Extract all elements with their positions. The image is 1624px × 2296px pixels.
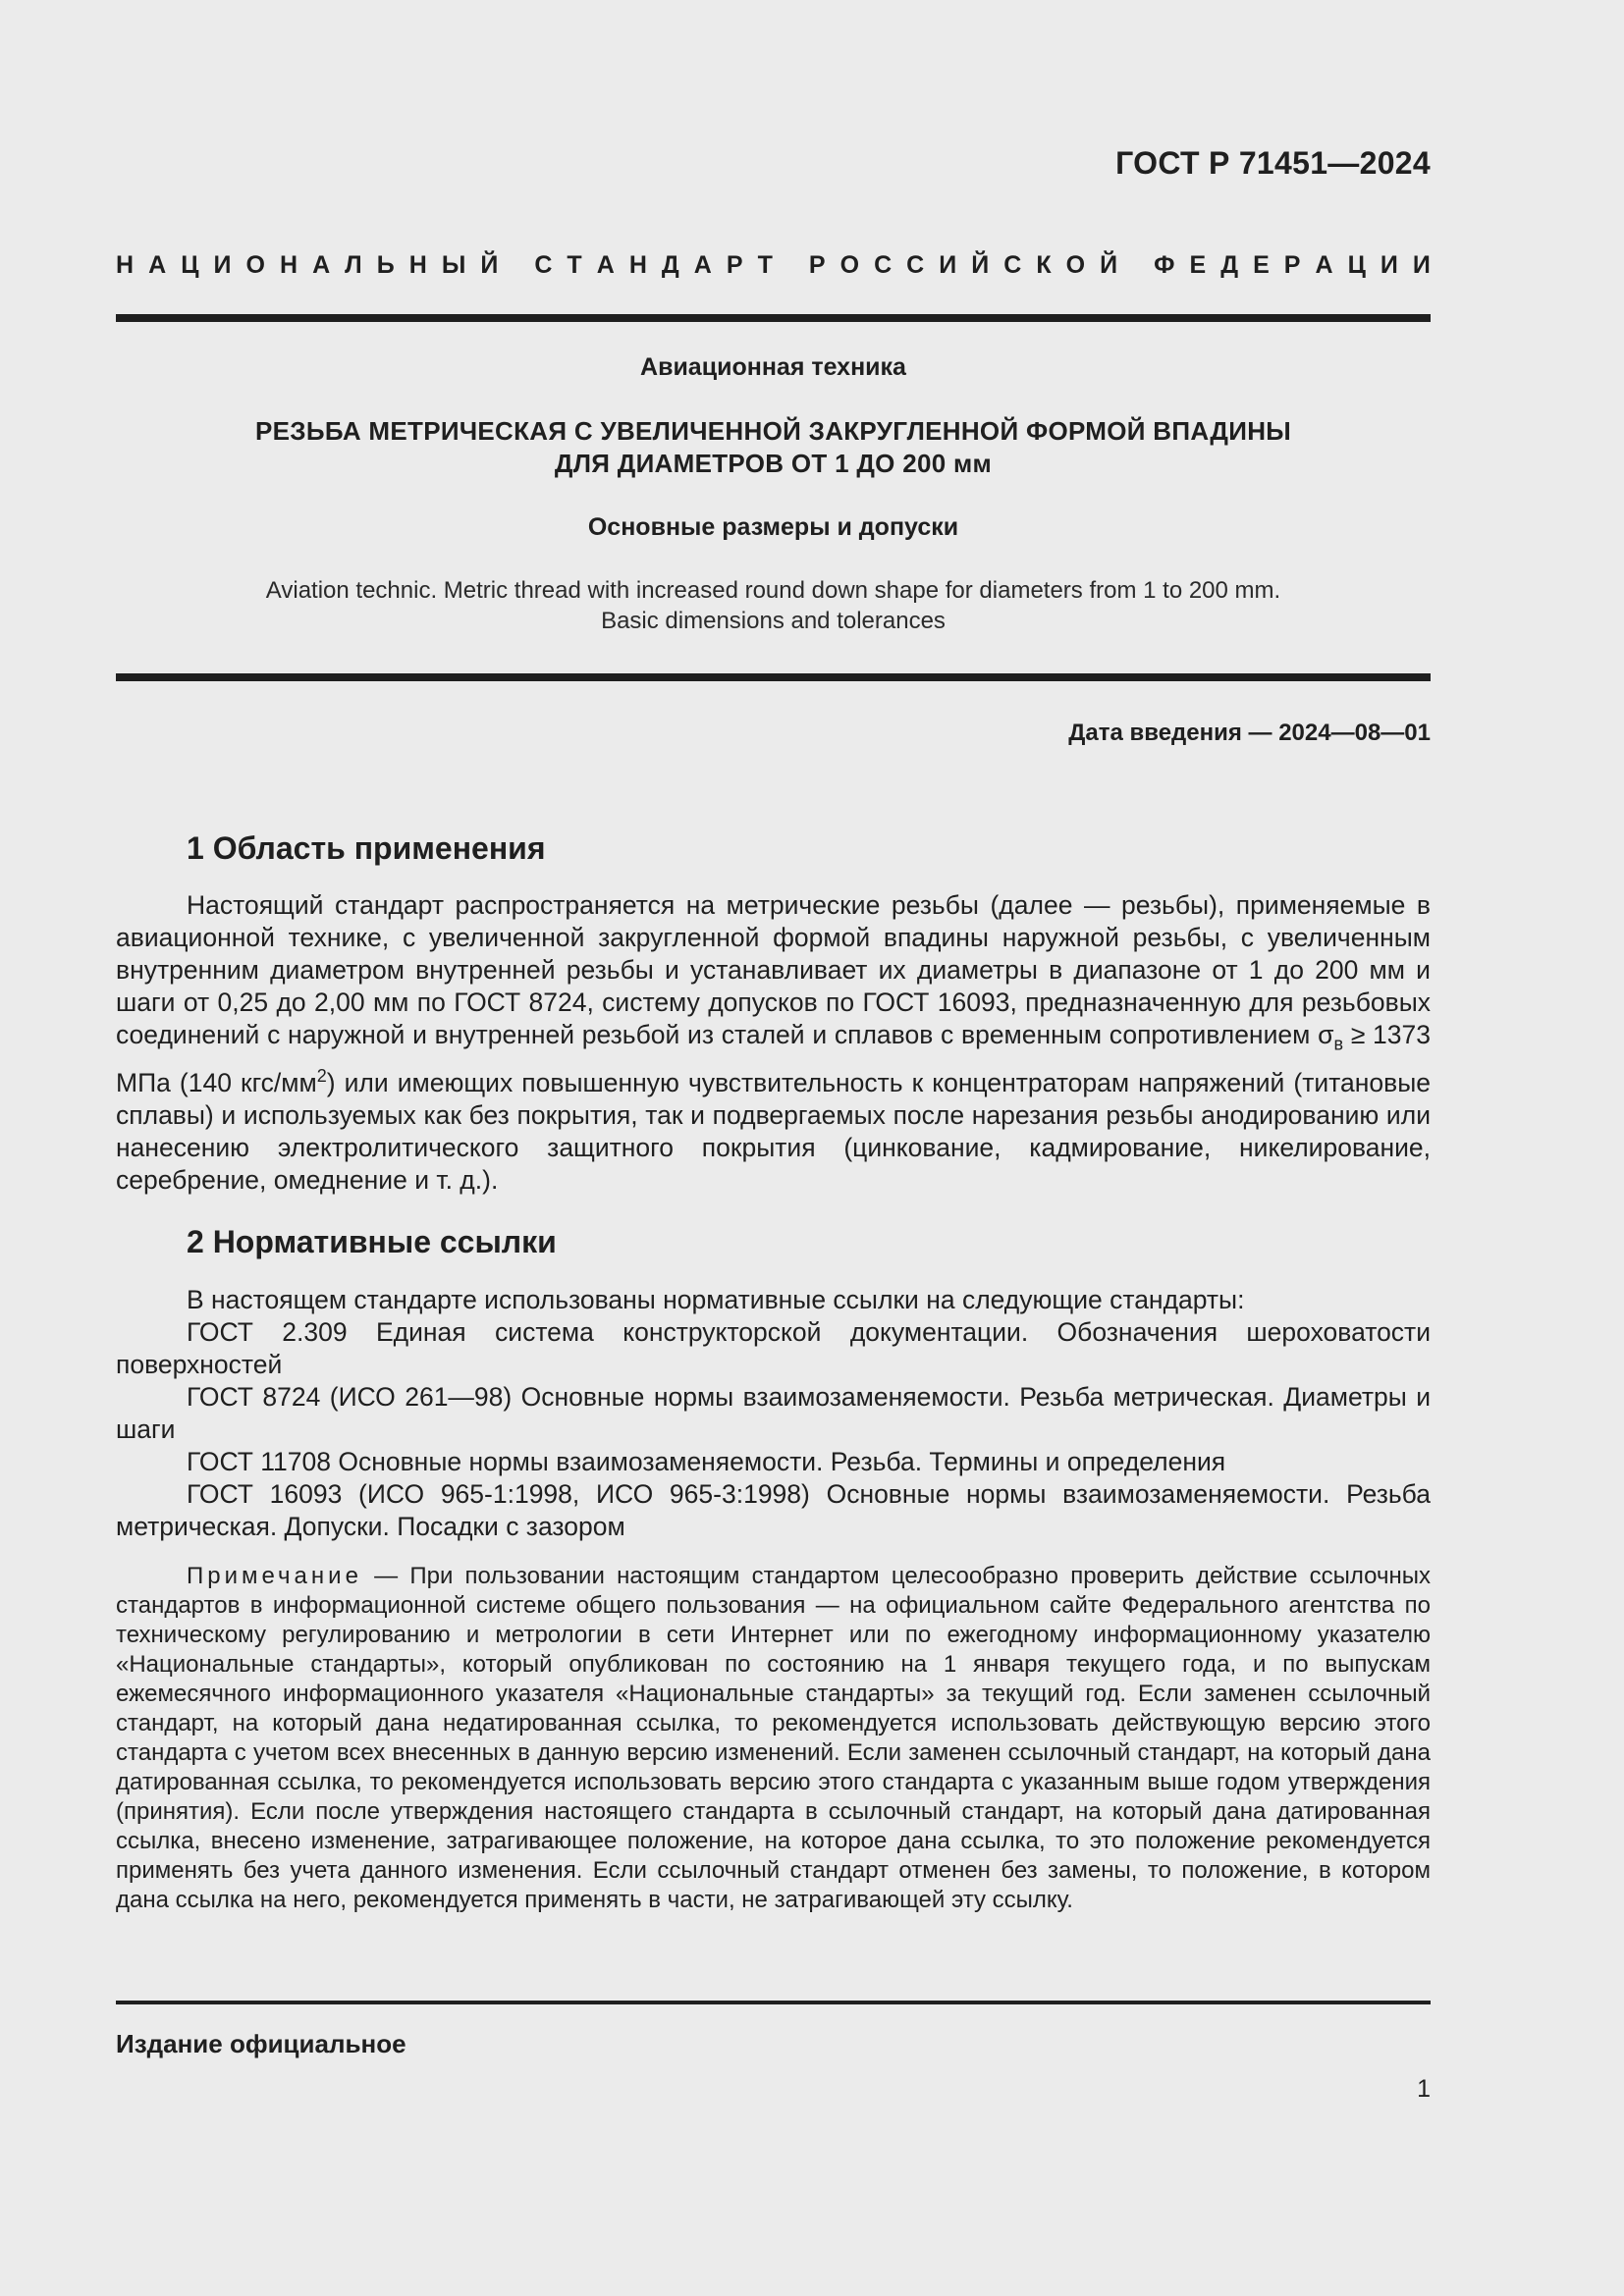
title-letter: И bbox=[1380, 251, 1398, 279]
title-letter: О bbox=[839, 251, 860, 279]
document-number: ГОСТ Р 71451—2024 bbox=[1115, 145, 1431, 181]
main-title-line-1: РЕЗЬБА МЕТРИЧЕСКАЯ С УВЕЛИЧЕННОЙ ЗАКРУГЛЕННОЙ ФОРМОЙ ВПАДИНЫ bbox=[254, 416, 1292, 446]
section-1-body bbox=[116, 889, 1431, 1197]
title-letter: Ь bbox=[376, 251, 395, 279]
sigma-subscript: в bbox=[1333, 1034, 1343, 1054]
english-title bbox=[116, 575, 1431, 636]
note-paragraph bbox=[116, 1562, 1431, 1915]
title-letter: Е bbox=[1189, 251, 1207, 279]
title-letter: Ы bbox=[441, 251, 466, 279]
title-letter: Н bbox=[408, 251, 427, 279]
title-letter: Т bbox=[757, 251, 773, 279]
title-letter: И bbox=[1412, 251, 1431, 279]
title-letter: С bbox=[1003, 251, 1022, 279]
section-2-heading: 2 Нормативные ссылки bbox=[187, 1224, 557, 1259]
title-letter: Д bbox=[1220, 251, 1239, 279]
title-letter: А bbox=[148, 251, 167, 279]
title-letter: Р bbox=[726, 251, 743, 279]
title-letter: Р bbox=[808, 251, 826, 279]
references-note bbox=[116, 1562, 1431, 1915]
reference-item: ГОСТ 8724 (ИСО 261—98) Основные нормы взаимозаменяемости. Резьба метрическая. Диаметры и шаги bbox=[116, 1382, 1431, 1444]
title-letter: Н bbox=[116, 251, 135, 279]
title-letter: И bbox=[939, 251, 957, 279]
scope-paragraph bbox=[116, 889, 1431, 1197]
note-body: — При пользовании настоящим стандартом целесообразно проверить действие ссылочных стандартов в информационной системе общего пользования — на официальном сайте Федерального агентства по техническому регулированию и метрологии в сети Интернет или по ежегодному информационному указателю «Национальные стандарты», который опубликован по состоянию на 1 января текущего года, и по выпускам ежемесячного информационного указателя «Национальные стандарты» за текущий год. Если заменен ссылочный стандарт, на который дана недатированная ссылка, то рекомендуется использовать действующую версию этого стандарта с учетом всех внесенных в данную версию изменений. Если заменен ссылочный стандарт, на который дана датированная ссылка, то рекомендуется использовать версию этого стандарта с указанным выше годом утверждения (принятия). Если после утверждения настоящего стандарта в ссылочный стандарт, на который дана датированная ссылка, внесено изменение, затрагивающее положение, на которое дана ссылка, то это положение рекомендуется применять без учета данного изменения. Если ссылочный стандарт отменен без замены, то положение, в котором дана ссылка на него, рекомендуется применять в части, не затрагивающей эту ссылку. bbox=[116, 1563, 1431, 1913]
title-gap bbox=[787, 251, 794, 280]
squared-superscript: 2 bbox=[316, 1066, 327, 1087]
title-letter: С bbox=[874, 251, 893, 279]
title-letter: С bbox=[906, 251, 925, 279]
title-letter: А bbox=[693, 251, 712, 279]
english-title-line-2: Basic dimensions and tolerances bbox=[601, 608, 946, 634]
title-letter: С bbox=[534, 251, 553, 279]
sigma-symbol: σ bbox=[1318, 1020, 1334, 1049]
title-letter: Т bbox=[567, 251, 582, 279]
references-intro: В настоящем стандарте использованы нормативные ссылки на следующие стандарты: bbox=[187, 1285, 1245, 1314]
title-letter: Й bbox=[480, 251, 499, 279]
english-title-line-1: Aviation technic. Metric thread with increased round down shape for diameters from 1 to 200 mm. bbox=[265, 577, 1281, 604]
reference-item: ГОСТ 16093 (ИСО 965-1:1998, ИСО 965-3:1998) Основные нормы взаимозаменяемости. Резьба метрическая. Допуски. Посадки с зазором bbox=[116, 1479, 1431, 1541]
top-divider bbox=[116, 314, 1431, 322]
title-bottom-divider bbox=[116, 673, 1431, 681]
title-letter: Ц bbox=[1347, 251, 1366, 279]
title-letter: Н bbox=[279, 251, 298, 279]
page-number: 1 bbox=[1417, 2075, 1431, 2103]
title-gap bbox=[1132, 251, 1139, 280]
document-subtitle: Основные размеры и допуски bbox=[587, 513, 959, 541]
scope-text-part-3: ) или имеющих повышенную чувствительность к концентраторам напряжений (титановые сплавы) и используемых как без покрытия, так и подвергаемых после нарезания резьбы анодированию или нанесению электролитического защитного покрытия (цинкование, кадмирование, никелирование, серебрение, омеднение и т. д.). bbox=[116, 1068, 1431, 1196]
title-letter: О bbox=[245, 251, 265, 279]
title-letter: К bbox=[1036, 251, 1052, 279]
title-letter: О bbox=[1065, 251, 1086, 279]
title-letter: Р bbox=[1283, 251, 1301, 279]
document-category: Авиационная техника bbox=[640, 353, 906, 381]
note-label: Примечание bbox=[187, 1563, 362, 1589]
title-letter: А bbox=[596, 251, 615, 279]
national-standard-title bbox=[116, 251, 1431, 280]
section-1-heading: 1 Область применения bbox=[187, 830, 546, 866]
title-letter: Л bbox=[345, 251, 362, 279]
scope-text-part-1: Настоящий стандарт распространяется на метрические резьбы (далее — резьбы), применяемые в авиационной технике, с увеличенной закругленной формой впадины наружной резьбы, с увеличенным внутренним диаметром внутренней резьбы и устанавливает их диаметры в диапазоне от 1 до 200 мм и шаги от 0,25 до 2,00 мм по ГОСТ 8724, систему допусков по ГОСТ 16093, предназначенную для резьбовых соединений с наружной и внутренней резьбой из сталей и сплавов с временным сопротивлением bbox=[116, 890, 1431, 1049]
introduction-date: Дата введения — 2024—08—01 bbox=[1068, 720, 1431, 746]
title-letter: Й bbox=[1100, 251, 1118, 279]
main-title-line-2: ДЛЯ ДИАМЕТРОВ ОТ 1 ДО 200 мм bbox=[554, 449, 993, 478]
document-main-title bbox=[116, 415, 1431, 480]
title-gap bbox=[513, 251, 519, 280]
footer-divider bbox=[116, 2001, 1431, 2004]
reference-item: ГОСТ 2.309 Единая система конструкторской документации. Обозначения шероховатости поверхностей bbox=[116, 1317, 1431, 1379]
title-letter: А bbox=[312, 251, 331, 279]
title-letter: Д bbox=[661, 251, 679, 279]
title-letter: Ц bbox=[181, 251, 199, 279]
title-letter: И bbox=[213, 251, 232, 279]
title-letter: Е bbox=[1253, 251, 1270, 279]
official-edition-label: Издание официальное bbox=[116, 2029, 406, 2058]
reference-item: ГОСТ 11708 Основные нормы взаимозаменяемости. Резьба. Термины и определения bbox=[187, 1447, 1226, 1476]
scope-text-part-2: ≥ 1373 МПа (140 кгс/мм bbox=[116, 1020, 1431, 1098]
title-letter: Н bbox=[628, 251, 647, 279]
title-letter: Ф bbox=[1154, 251, 1175, 279]
title-letter: А bbox=[1315, 251, 1333, 279]
title-letter: Й bbox=[971, 251, 990, 279]
section-2-body bbox=[116, 1284, 1431, 1543]
